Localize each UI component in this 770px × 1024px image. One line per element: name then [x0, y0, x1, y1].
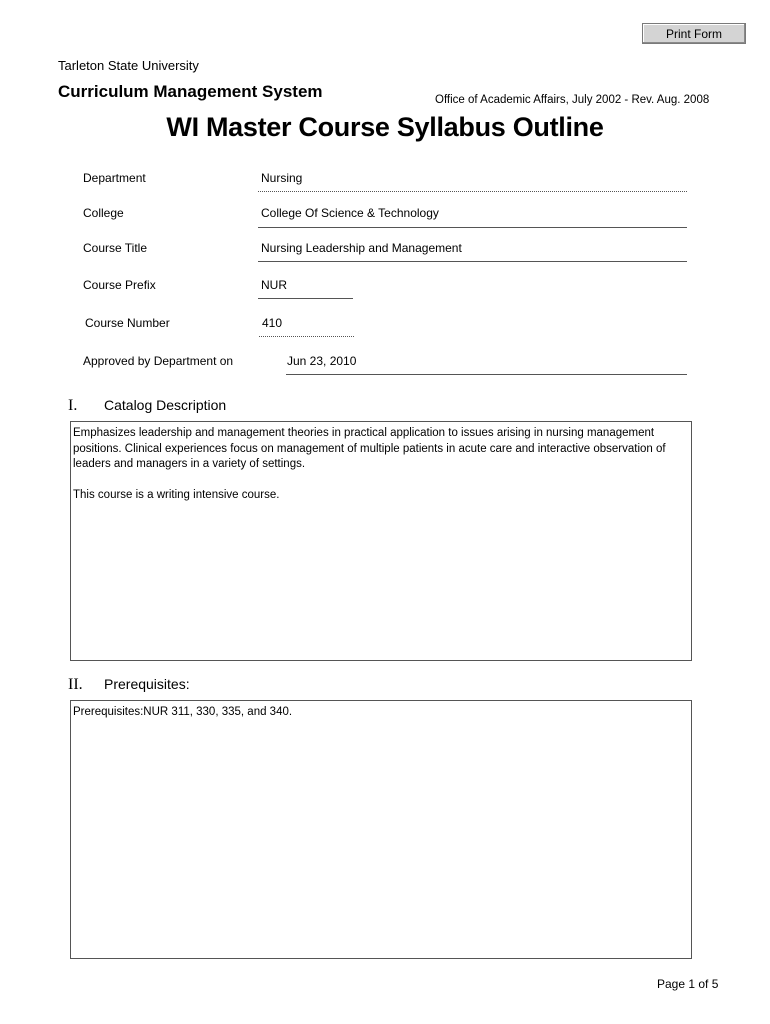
approved-underline [286, 374, 687, 375]
catalog-paragraph: This course is a writing intensive course. [73, 488, 280, 501]
department-underline [258, 191, 687, 192]
office-revision: Office of Academic Affairs, July 2002 - Rev. Aug. 2008 [435, 94, 710, 106]
section-1-title: Catalog Description [104, 397, 227, 413]
catalog-paragraph: Emphasizes leadership and management theories in practical application to issues arising in nursing management positions. Clinical experiences focus on management of multiple patients in acute care and interactive observation of leaders and managers in a variety of settings. [73, 427, 666, 470]
prerequisites-textarea[interactable] [70, 700, 692, 959]
course-number-label: Course Number [85, 316, 170, 330]
course-title-label: Course Title [83, 241, 148, 255]
college-underline [258, 227, 687, 228]
print-form-button[interactable]: Print Form [642, 23, 746, 44]
page-number: Page 1 of 5 [657, 977, 719, 991]
section-2-title: Prerequisites: [104, 676, 190, 692]
course-title-field[interactable]: Nursing Leadership and Management [261, 241, 462, 255]
prerequisites-text: Prerequisites:NUR 311, 330, 335, and 340. [73, 706, 293, 718]
section-2-number: II. [68, 676, 83, 693]
approved-label: Approved by Department on [83, 354, 234, 368]
course-prefix-label: Course Prefix [83, 278, 156, 292]
university-name: Tarleton State University [58, 58, 199, 73]
course-title-underline [258, 261, 687, 262]
section-1-number: I. [68, 397, 78, 414]
college-field[interactable]: College Of Science & Technology [261, 206, 439, 220]
course-prefix-underline [258, 298, 353, 299]
department-field[interactable]: Nursing [261, 171, 303, 185]
catalog-description-textarea[interactable] [70, 421, 692, 661]
college-label: College [83, 206, 124, 220]
page-title: WI Master Course Syllabus Outline [166, 112, 604, 142]
department-label: Department [83, 171, 146, 185]
approved-date-field[interactable]: Jun 23, 2010 [287, 354, 357, 368]
course-prefix-field[interactable]: NUR [261, 278, 287, 292]
course-number-field[interactable]: 410 [262, 316, 283, 330]
course-number-underline [259, 336, 354, 337]
system-name: Curriculum Management System [58, 82, 323, 101]
